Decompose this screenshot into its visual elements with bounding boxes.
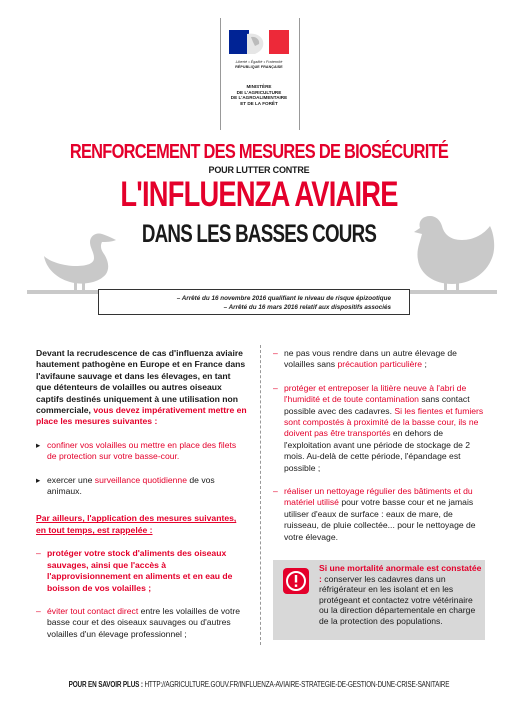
arrete-line: – Arrêté du 16 novembre 2016 qualifiant le niveau de risque épizootique [176, 295, 391, 302]
triangle-bullet-icon: ▸ [36, 474, 41, 485]
ministry-line: MINISTÈRE [246, 84, 272, 89]
right-column [273, 348, 485, 543]
alert-body: conserver les cadavres dans un réfrigérateur en les isolant et en les protégeant et contactez votre vétérinaire ou la direction départementale en charge de la protection des populations. [319, 573, 476, 626]
dash-1: protéger votre stock d'aliments des oiseaux sauvages, ainsi que l'accès à l'approvisionnement en aliments et en eau de boisson de vos volailles ; [47, 548, 233, 593]
arrete-line: – Arrêté du 16 mars 2016 relatif aux dispositifs associés [223, 304, 391, 311]
marianne-logo-icon [229, 30, 289, 54]
dash-4-red: protéger et entreposer la litière neuve à l'abri de l'humidité et de toute contamination [284, 382, 467, 405]
intro-paragraph [36, 348, 248, 428]
alert-heading: Si une mortalité anormale est constatée : [319, 563, 482, 584]
intro-bold: Devant la recrudescence de cas d'influenza aviaire hautement pathogène en Europe et en France dans l'avifaune sauvage et dans les élevages, en tant que détenteurs de volailles ou autres oiseaux captifs destinés uniquement à une utilisation non commerciale, [36, 348, 246, 416]
republic-motto: Liberté • Égalité • Fraternité [235, 60, 283, 64]
title-line-3: L'INFLUENZA AVIAIRE [120, 175, 398, 214]
footer-label: POUR EN SAVOIR PLUS : [68, 680, 143, 689]
republic-name: RÉPUBLIQUE FRANÇAISE [235, 65, 283, 69]
dash-bullet: – [273, 348, 278, 358]
dash-3-end: ; [424, 359, 427, 370]
ministry-line: ET DE LA FORÊT [240, 100, 278, 106]
column-divider [260, 345, 261, 645]
title-line-1: RENFORCEMENT DES MESURES DE BIOSÉCURITÉ [69, 140, 449, 163]
bullet-1: confiner vos volailles ou mettre en place des filets de protection sur votre basse-cour. [47, 439, 237, 462]
dash-3-text: ne pas vous rendre dans un autre élevage de volailles sans [284, 348, 457, 370]
dash-bullet: – [273, 382, 278, 393]
footer [47, 680, 472, 689]
list-item [273, 486, 485, 543]
bullet-2-red: surveillance quotidienne [94, 474, 187, 485]
duck-illustration-icon [40, 228, 120, 294]
list-item [273, 383, 485, 474]
list-item [36, 475, 248, 498]
dash-5-red: réaliser un nettoyage régulier des bâtiments et du matériel utilisé [284, 486, 473, 508]
dash-bullet: – [36, 605, 41, 616]
ministry-line: DE L'AGROALIMENTAIRE [230, 95, 288, 101]
dash-5-text: pour votre basse cour et ne jamais utiliser d'eaux de surface : eaux de mare, de ruisseau, de pluie collectée... pour le nettoyage de votre élevage. [284, 497, 476, 542]
dash-4-text-end: en dehors de l'exploitation avant une période de stockage de 2 mois. Au-delà de cette période, l'épandage est possible ; [284, 428, 471, 473]
dash-2-text: entre les volailles de votre basse cour et des oiseaux sauvages ou d'autres volailles d'un élevage professionnel ; [47, 605, 240, 639]
ministry-name [226, 84, 292, 106]
dash-4-text: sans contact possible avec des cadavres. [284, 394, 470, 416]
dash-bullet: – [36, 548, 41, 559]
also-heading: Par ailleurs, l'application des mesures suivantes, en tout temps, est rappelée : [36, 513, 237, 535]
arretes-box [98, 289, 410, 315]
exclamation-icon [283, 568, 309, 594]
left-column [36, 348, 248, 640]
chicken-illustration-icon [400, 212, 500, 294]
triangle-bullet-icon: ▸ [36, 439, 41, 450]
dash-2-red: éviter tout contact direct [47, 605, 139, 616]
alert-text [319, 563, 483, 627]
list-item [36, 440, 248, 463]
title-line-2: POUR LUTTER CONTRE [208, 165, 310, 175]
footer-link[interactable]: HTTP://AGRICULTURE.GOUV.FR/INFLUENZA-AVIAIRE-STRATEGIE-DE-GESTION-DUNE-CRISE-SANITAIRE [144, 680, 450, 689]
dash-bullet: – [273, 486, 278, 497]
list-item [273, 348, 485, 371]
title-line-4: DANS LES BASSES COURS [141, 220, 377, 248]
bullet-2-text: exercer une [47, 474, 93, 485]
dash-3-red: précaution particulière [337, 359, 423, 370]
list-item [36, 606, 248, 640]
intro-red: vous devez impérativement mettre en place les mesures suivantes : [36, 405, 247, 427]
list-item [36, 548, 248, 594]
bullet-2-text-end: de vos animaux. [47, 474, 215, 497]
ministry-line: DE L'AGRICULTURE [236, 89, 282, 95]
dash-4-red-2: Si les fientes et fumiers sont compostés à proximité de la basse cour, ils ne doivent pas être transportés [284, 405, 484, 439]
